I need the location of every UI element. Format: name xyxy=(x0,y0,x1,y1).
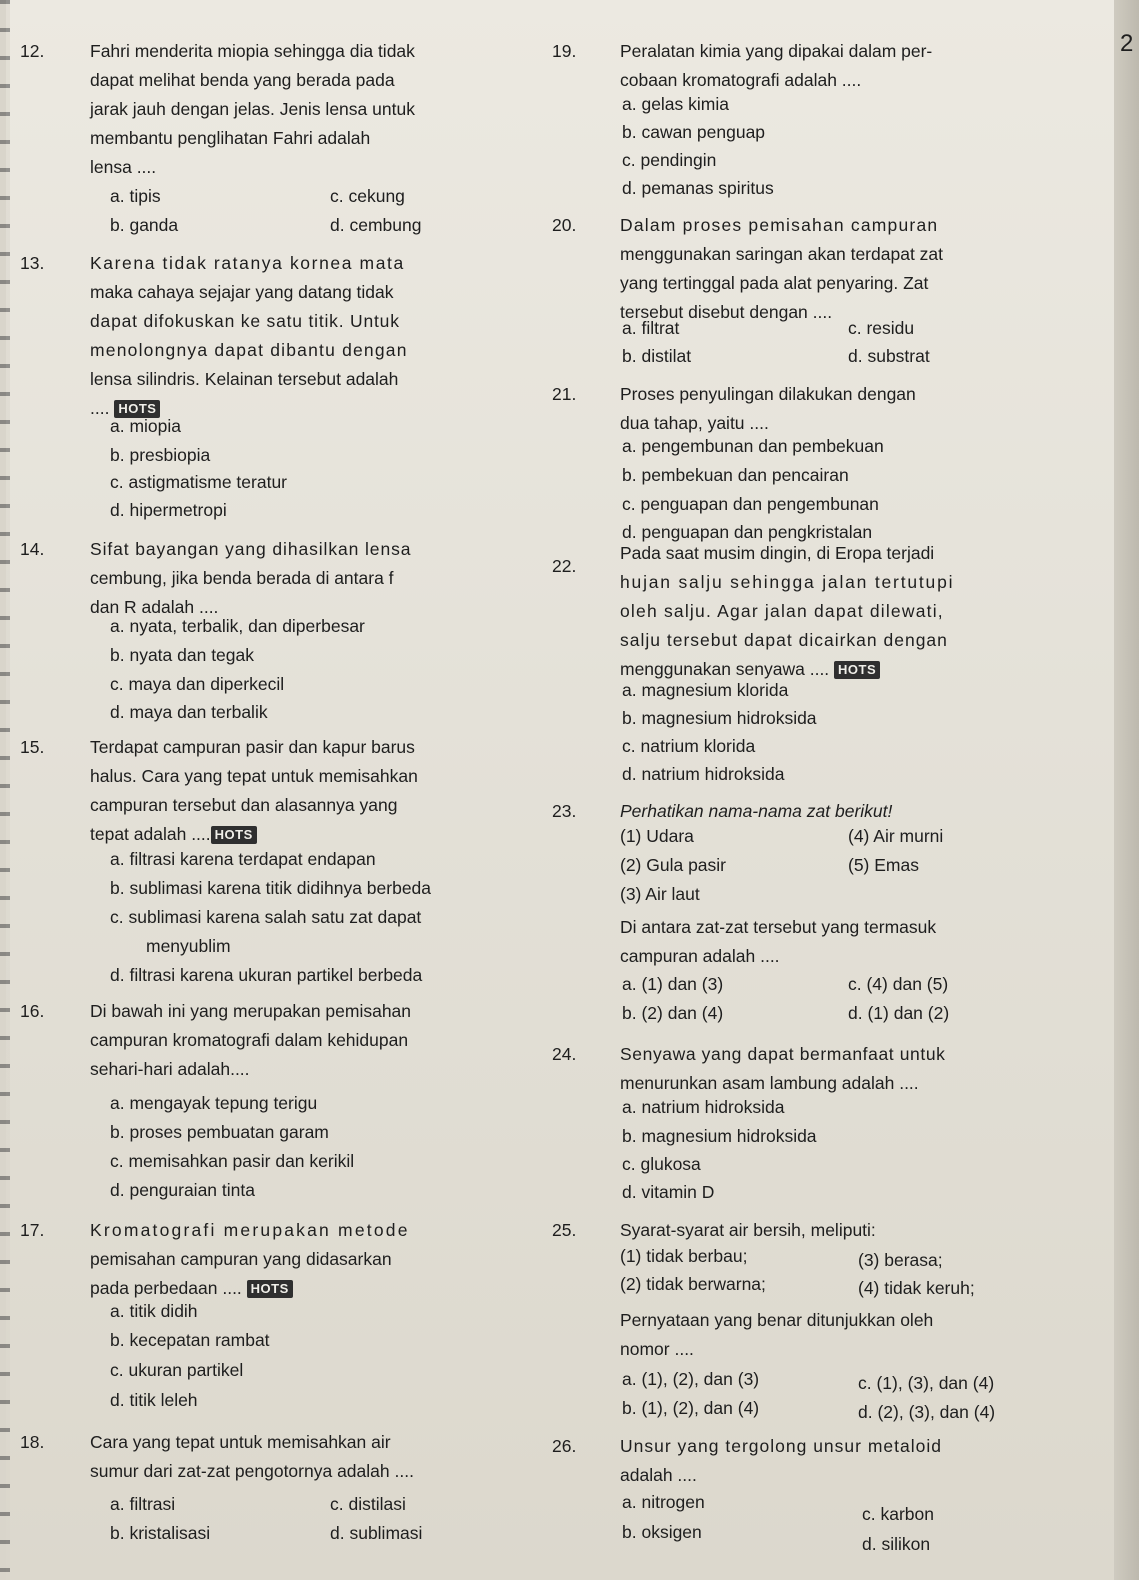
question-text: adalah .... xyxy=(620,1465,697,1485)
option-d[interactable]: d. silikon xyxy=(862,1534,931,1554)
option-d[interactable]: d. (1) dan (2) xyxy=(848,1003,950,1023)
question-text: Unsur yang tergolong unsur metaloid xyxy=(620,1436,942,1456)
question-number: 26. xyxy=(552,1436,577,1456)
question-number: 24. xyxy=(552,1044,577,1064)
option-c[interactable]: c. pendingin xyxy=(622,150,717,170)
list-item: (4) tidak keruh; xyxy=(858,1278,975,1298)
option-c[interactable]: c. distilasi xyxy=(330,1494,406,1514)
option-a[interactable]: a. filtrasi karena terdapat endapan xyxy=(110,849,376,869)
question-text: pemisahan campuran yang didasarkan xyxy=(90,1249,392,1269)
question-text: salju tersebut dapat dicairkan dengan xyxy=(620,630,948,650)
question-text: dan R adalah .... xyxy=(90,597,219,617)
option-c[interactable]: c. (1), (3), dan (4) xyxy=(858,1373,995,1393)
question-number: 18. xyxy=(20,1432,45,1452)
question-23-prompt xyxy=(620,913,1090,971)
question-text: hujan salju sehingga jalan tertutupi xyxy=(620,572,955,592)
page-edge xyxy=(1114,0,1139,1580)
page-number: 2 xyxy=(1120,30,1134,57)
question-text: Di antara zat-zat tersebut yang termasuk xyxy=(620,917,937,937)
option-c[interactable]: c. penguapan dan pengembunan xyxy=(622,494,879,514)
question-text: lensa silindris. Kelainan tersebut adalah xyxy=(90,369,399,389)
option-c[interactable]: c. residu xyxy=(848,318,915,338)
option-c[interactable]: c. cekung xyxy=(330,186,405,206)
option-a[interactable]: a. (1), (2), dan (3) xyxy=(622,1369,760,1389)
question-text: pada perbedaan .... xyxy=(90,1278,242,1298)
question-text: Karena tidak ratanya kornea mata xyxy=(90,253,405,273)
list-item: (3) berasa; xyxy=(858,1250,943,1270)
question-text: dapat melihat benda yang berada pada xyxy=(90,70,395,90)
question-25-prompt xyxy=(620,1306,1090,1364)
question-text: cembung, jika benda berada di antara f xyxy=(90,568,394,588)
option-c[interactable]: c. astigmatisme teratur xyxy=(110,472,287,492)
hots-badge: HOTS xyxy=(834,661,880,679)
list-item: (4) Air murni xyxy=(848,826,944,846)
question-number: 21. xyxy=(552,384,577,404)
option-b[interactable]: b. magnesium hidroksida xyxy=(622,1126,817,1146)
option-b[interactable]: b. kecepatan rambat xyxy=(110,1330,270,1350)
question-number: 12. xyxy=(20,41,45,61)
option-d[interactable]: d. filtrasi karena ukuran partikel berbeda xyxy=(110,965,423,985)
option-a[interactable]: a. gelas kimia xyxy=(622,94,729,114)
option-c[interactable]: c. karbon xyxy=(862,1504,934,1524)
question-text: sumur dari zat-zat pengotornya adalah .... xyxy=(90,1461,414,1481)
question-text: .... xyxy=(90,398,110,418)
hots-badge: HOTS xyxy=(114,400,160,418)
list-item: (1) tidak berbau; xyxy=(620,1246,748,1266)
option-d[interactable]: d. natrium hidroksida xyxy=(622,764,785,784)
option-a[interactable]: a. magnesium klorida xyxy=(622,680,789,700)
list-item: (1) Udara xyxy=(620,826,694,846)
option-b[interactable]: b. (2) dan (4) xyxy=(622,1003,724,1023)
question-text: menolongnya dapat dibantu dengan xyxy=(90,340,408,360)
option-c[interactable]: c. memisahkan pasir dan kerikil xyxy=(110,1151,355,1171)
question-text: campuran kromatografi dalam kehidupan xyxy=(90,1030,409,1050)
question-text: Proses penyulingan dilakukan dengan xyxy=(620,384,916,404)
question-text: dapat difokuskan ke satu titik. Untuk xyxy=(90,311,400,331)
question-text: campuran tersebut dan alasannya yang xyxy=(90,795,398,815)
option-d[interactable]: d. vitamin D xyxy=(622,1182,715,1202)
question-text: dua tahap, yaitu .... xyxy=(620,413,769,433)
question-text: Dalam proses pemisahan campuran xyxy=(620,215,939,235)
option-c[interactable]: c. natrium klorida xyxy=(622,736,756,756)
question-text: Kromatografi merupakan metode xyxy=(90,1220,410,1240)
option-b[interactable]: b. oksigen xyxy=(622,1522,702,1542)
option-b[interactable]: b. (1), (2), dan (4) xyxy=(622,1398,760,1418)
option-d[interactable]: d. sublimasi xyxy=(330,1523,423,1543)
option-a[interactable]: a. nitrogen xyxy=(622,1492,705,1512)
option-d[interactable]: d. pemanas spiritus xyxy=(622,178,774,198)
option-c[interactable]: c. sublimasi karena salah satu zat dapat xyxy=(110,907,422,927)
question-text: Terdapat campuran pasir dan kapur barus xyxy=(90,737,415,757)
option-b[interactable]: b. sublimasi karena titik didihnya berbeda xyxy=(110,878,432,898)
option-a[interactable]: a. nyata, terbalik, dan diperbesar xyxy=(110,616,365,636)
option-d[interactable]: d. maya dan terbalik xyxy=(110,702,268,722)
question-text: membantu penglihatan Fahri adalah xyxy=(90,128,371,148)
question-text: Pernyataan yang benar ditunjukkan oleh xyxy=(620,1310,934,1330)
option-c[interactable]: c. glukosa xyxy=(622,1154,701,1174)
option-b[interactable]: b. nyata dan tegak xyxy=(110,645,254,665)
option-b[interactable]: b. magnesium hidroksida xyxy=(622,708,817,728)
option-a[interactable]: a. pengembunan dan pembekuan xyxy=(622,436,884,456)
question-text: sehari-hari adalah.... xyxy=(90,1059,250,1079)
question-number: 17. xyxy=(20,1220,45,1240)
question-text: oleh salju. Agar jalan dapat dilewati, xyxy=(620,601,944,621)
option-a[interactable]: a. filtrat xyxy=(622,318,680,338)
question-text: menurunkan asam lambung adalah .... xyxy=(620,1073,919,1093)
option-b[interactable]: b. proses pembuatan garam xyxy=(110,1122,329,1142)
option-c[interactable]: c. maya dan diperkecil xyxy=(110,674,285,694)
question-text: maka cahaya sejajar yang datang tidak xyxy=(90,282,394,302)
list-item: (3) Air laut xyxy=(620,884,700,904)
question-number: 25. xyxy=(552,1220,577,1240)
option-c[interactable]: c. (4) dan (5) xyxy=(848,974,949,994)
question-number: 22. xyxy=(552,556,577,576)
hots-badge: HOTS xyxy=(211,826,257,844)
question-text: halus. Cara yang tepat untuk memisahkan xyxy=(90,766,418,786)
question-text: Syarat-syarat air bersih, meliputi: xyxy=(620,1220,876,1240)
binding-edge xyxy=(0,0,10,1580)
question-text: yang tertinggal pada alat penyaring. Zat xyxy=(620,273,929,293)
question-number: 15. xyxy=(20,737,45,757)
list-item: (2) tidak berwarna; xyxy=(620,1274,766,1294)
option-d[interactable]: d. hipermetropi xyxy=(110,500,227,520)
question-text: lensa .... xyxy=(90,157,157,177)
question-text: Cara yang tepat untuk memisahkan air xyxy=(90,1432,391,1452)
option-b[interactable]: b. kristalisasi xyxy=(110,1523,211,1543)
option-b[interactable]: b. presbiopia xyxy=(110,445,211,465)
question-text: Sifat bayangan yang dihasilkan lensa xyxy=(90,539,412,559)
option-a[interactable]: a. titik didih xyxy=(110,1301,198,1321)
question-text: tepat adalah .... xyxy=(90,824,211,844)
question-text: jarak jauh dengan jelas. Jenis lensa untuk xyxy=(90,99,415,119)
question-text: menggunakan saringan akan terdapat zat xyxy=(620,244,944,264)
option-c-continued: menyublim xyxy=(146,936,231,956)
question-number: 16. xyxy=(20,1001,45,1021)
option-a[interactable]: a. filtrasi xyxy=(110,1494,176,1514)
option-c[interactable]: c. ukuran partikel xyxy=(110,1360,244,1380)
option-d[interactable]: d. substrat xyxy=(848,346,930,366)
question-text: Di bawah ini yang merupakan pemisahan xyxy=(90,1001,412,1021)
option-b[interactable]: b. pembekuan dan pencairan xyxy=(622,465,849,485)
question-text: campuran adalah .... xyxy=(620,946,780,966)
question-text: Fahri menderita miopia sehingga dia tidak xyxy=(90,41,415,61)
question-text: Pada saat musim dingin, di Eropa terjadi xyxy=(620,543,935,563)
question-text: Perhatikan nama-nama zat berikut! xyxy=(620,801,893,821)
question-text: Peralatan kimia yang dipakai dalam per- xyxy=(620,41,933,61)
option-d[interactable]: d. (2), (3), dan (4) xyxy=(858,1402,996,1422)
option-a[interactable]: a. miopia xyxy=(110,416,182,436)
question-text: menggunakan senyawa .... xyxy=(620,659,830,679)
option-b[interactable]: b. distilat xyxy=(622,346,692,366)
hots-badge: HOTS xyxy=(247,1280,293,1298)
question-text: tersebut disebut dengan .... xyxy=(620,302,833,322)
question-text: Senyawa yang dapat bermanfaat untuk xyxy=(620,1044,946,1064)
option-d[interactable]: d. penguraian tinta xyxy=(110,1180,255,1200)
option-a[interactable]: a. mengayak tepung terigu xyxy=(110,1093,318,1113)
option-b[interactable]: b. ganda xyxy=(110,215,179,235)
question-number: 14. xyxy=(20,539,45,559)
option-a[interactable]: a. natrium hidroksida xyxy=(622,1097,785,1117)
list-item: (5) Emas xyxy=(848,855,919,875)
question-number: 20. xyxy=(552,215,577,235)
option-d[interactable]: d. cembung xyxy=(330,215,422,235)
option-b[interactable]: b. cawan penguap xyxy=(622,122,766,142)
question-text: cobaan kromatografi adalah .... xyxy=(620,70,862,90)
question-number: 19. xyxy=(552,41,577,61)
option-a[interactable]: a. tipis xyxy=(110,186,161,206)
option-a[interactable]: a. (1) dan (3) xyxy=(622,974,724,994)
list-item: (2) Gula pasir xyxy=(620,855,727,875)
question-number: 23. xyxy=(552,801,577,821)
question-text: nomor .... xyxy=(620,1339,694,1359)
option-d[interactable]: d. titik leleh xyxy=(110,1390,198,1410)
option-d[interactable]: d. penguapan dan pengkristalan xyxy=(622,522,873,542)
question-number: 13. xyxy=(20,253,45,273)
